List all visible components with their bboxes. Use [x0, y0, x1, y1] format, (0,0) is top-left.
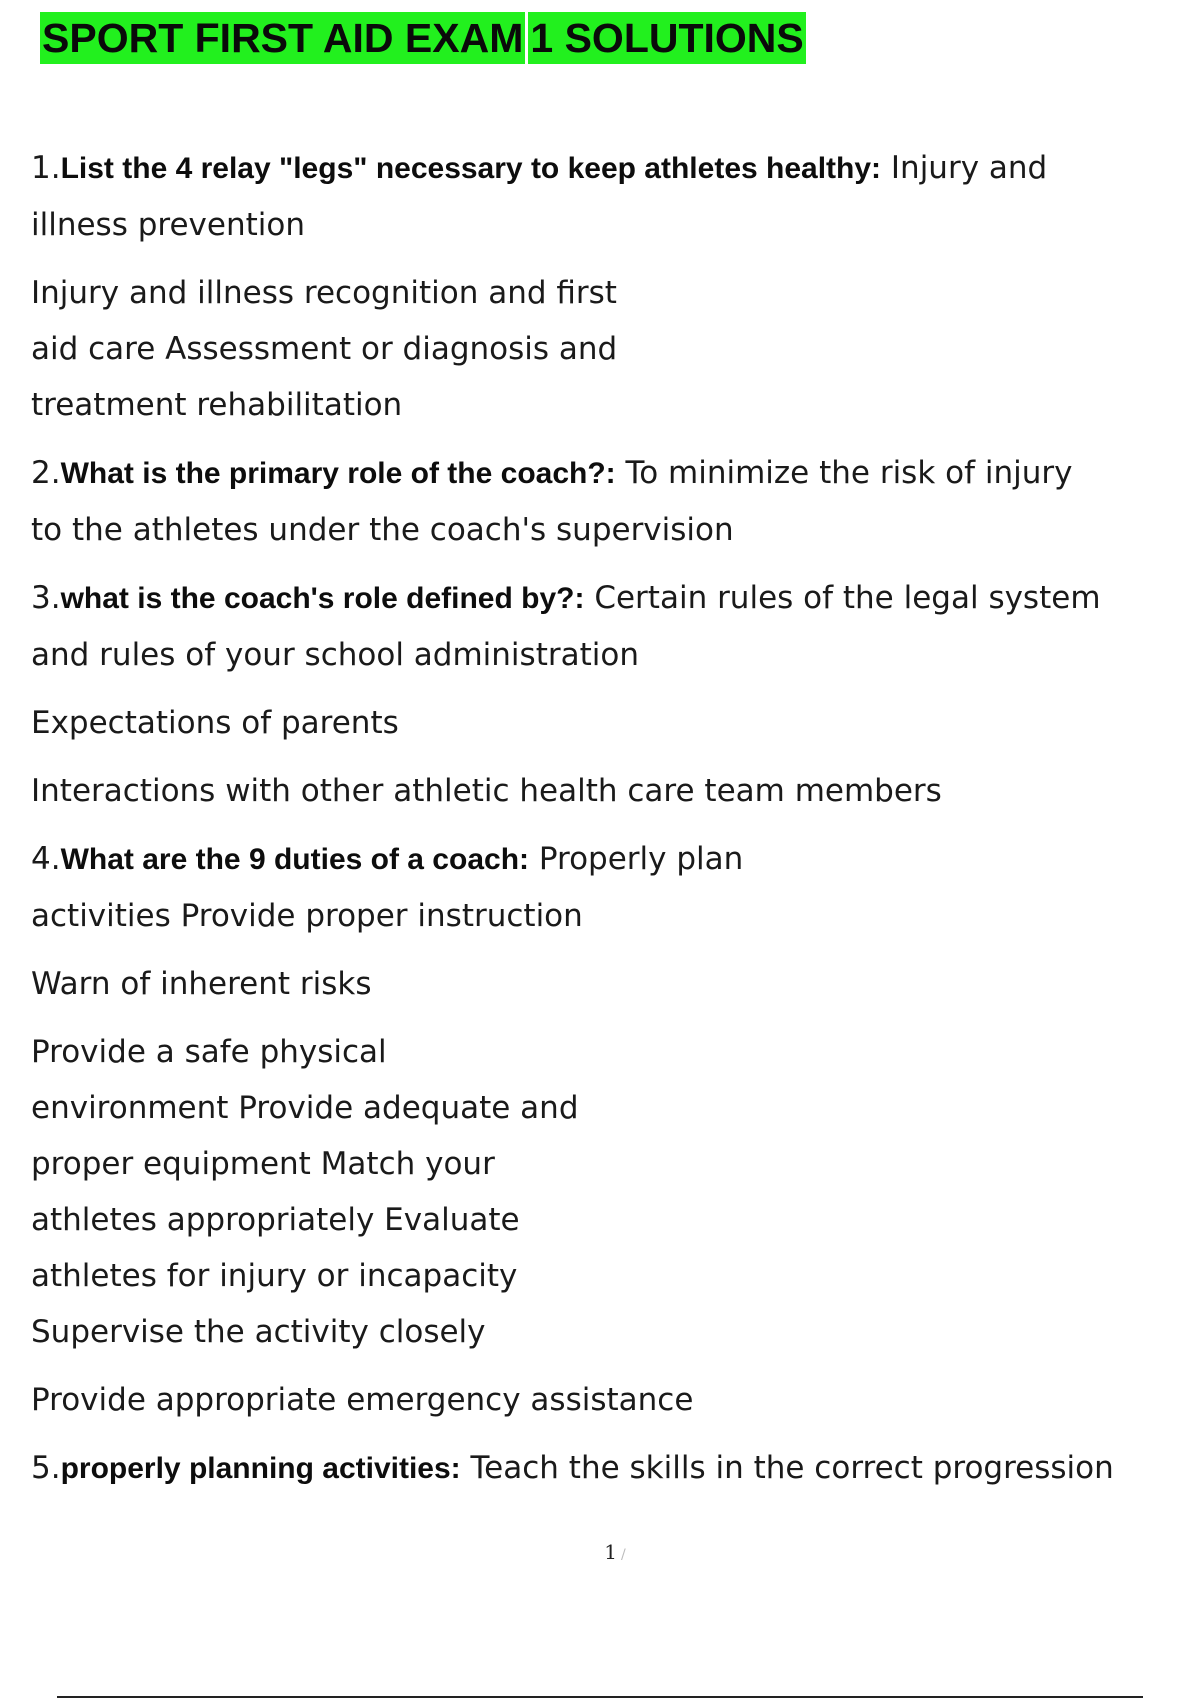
- page-number-value: 1: [604, 1540, 617, 1564]
- question-item-4: [31, 831, 1181, 944]
- question-item-3: [31, 570, 1181, 683]
- answer-line: to the athletes under the coach's supervision: [31, 512, 734, 548]
- title-part-2: 1 SOLUTIONS: [528, 12, 805, 64]
- answer-line: Injury and illness recognition and first: [31, 275, 617, 311]
- question-number: 2.: [31, 455, 61, 491]
- answer-paragraph: [31, 1024, 1181, 1360]
- question-text: what is the coach's role defined by?:: [60, 582, 585, 615]
- answer-text: Teach the skills in the correct progression: [460, 1450, 1114, 1486]
- title-part-1: SPORT FIRST AID EXAM: [40, 12, 525, 64]
- answer-text: Properly plan: [529, 841, 744, 877]
- answer-line: Expectations of parents: [31, 705, 399, 741]
- question-item-5: [31, 1440, 1181, 1497]
- page-number-suffix: /: [621, 1547, 626, 1563]
- answer-line: athletes appropriately Evaluate: [31, 1202, 520, 1238]
- answer-paragraph: [31, 1372, 1181, 1428]
- answer-line: Provide appropriate emergency assistance: [31, 1382, 694, 1418]
- question-text: What are the 9 duties of a coach:: [60, 843, 530, 876]
- page-number: [0, 1540, 1200, 1564]
- question-item-1: [31, 140, 1181, 253]
- question-text: What is the primary role of the coach?:: [60, 457, 616, 490]
- answer-text: Injury and: [881, 150, 1048, 186]
- question-item-2: [31, 445, 1181, 558]
- answer-line: treatment rehabilitation: [31, 387, 403, 423]
- answer-line: illness prevention: [31, 207, 305, 243]
- answer-line: aid care Assessment or diagnosis and: [31, 331, 618, 367]
- question-number: 4.: [31, 841, 61, 877]
- answer-line: proper equipment Match your: [31, 1146, 495, 1182]
- question-number: 3.: [31, 580, 61, 616]
- footer-divider: [57, 1696, 1143, 1698]
- question-number: 5.: [31, 1450, 61, 1486]
- answer-line: Warn of inherent risks: [31, 966, 372, 1002]
- answer-line: Supervise the activity closely: [31, 1314, 486, 1350]
- answer-line: Provide a safe physical: [31, 1034, 387, 1070]
- answer-text: Certain rules of the legal system: [584, 580, 1101, 616]
- answer-paragraph: [31, 956, 1181, 1012]
- question-number: 1.: [31, 150, 61, 186]
- answer-paragraph: [31, 265, 1181, 433]
- answer-line: activities Provide proper instruction: [31, 898, 583, 934]
- answer-text: To minimize the risk of injury: [615, 455, 1073, 491]
- answer-line: and rules of your school administration: [31, 637, 639, 673]
- answer-line: athletes for injury or incapacity: [31, 1258, 518, 1294]
- question-text: List the 4 relay "legs" necessary to keep athletes healthy:: [60, 152, 882, 185]
- answer-paragraph: [31, 695, 1181, 751]
- document-body: [31, 140, 1181, 1497]
- answer-line: environment Provide adequate and: [31, 1090, 579, 1126]
- answer-line: Interactions with other athletic health care team members: [31, 773, 942, 809]
- question-text: properly planning activities:: [60, 1452, 461, 1485]
- answer-paragraph: [31, 763, 1181, 819]
- document-title: [40, 12, 806, 64]
